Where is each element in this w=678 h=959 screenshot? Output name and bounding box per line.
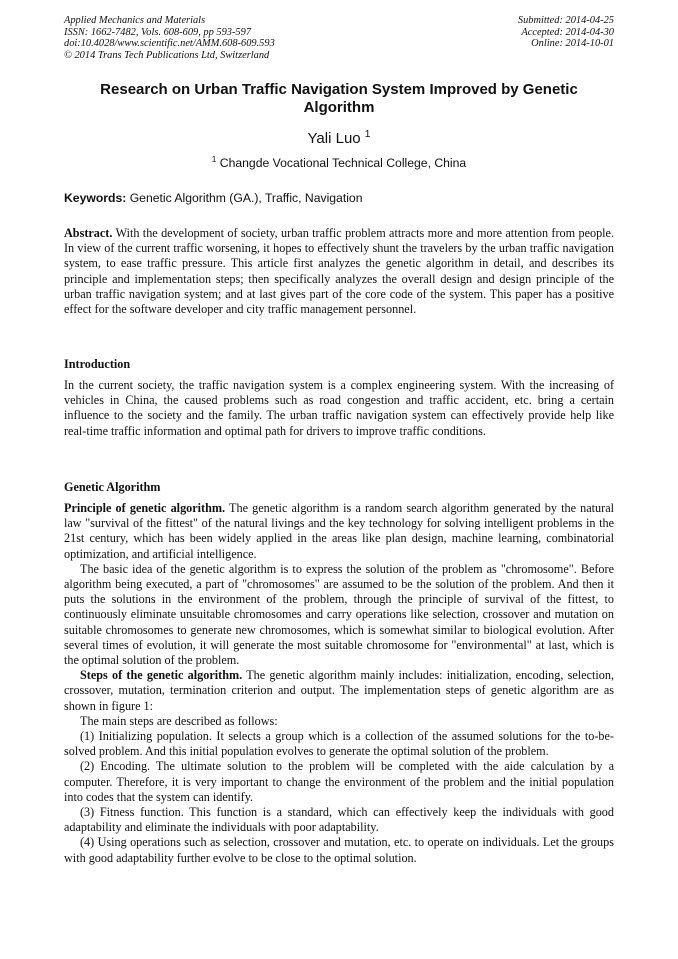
title-line-1: Research on Urban Traffic Navigation System Improved by Genetic <box>100 81 578 98</box>
journal-doi: doi:10.4028/www.scientific.net/AMM.608-609.593 <box>64 38 275 50</box>
steps-label: Steps of the genetic algorithm. <box>80 668 243 683</box>
introduction-heading: Introduction <box>64 357 131 371</box>
affiliation-text: Changde Vocational Technical College, China <box>219 156 467 170</box>
title-line-2: Algorithm <box>303 99 375 116</box>
submitted-date: Submitted: 2014-04-25 <box>517 15 614 26</box>
author <box>64 130 614 147</box>
principle-text: The genetic algorithm is a random search algorithm generated by the natural law "survival of the fittest" of the natural livings and the key technology for solving intelligent problems in the 21st century, which has been widely applied in the areas like plan design, machine learning, combinatorial optimization, and artificial intelligence. <box>64 501 614 561</box>
accepted-date: Accepted: 2014-04-30 <box>521 26 614 38</box>
genetic-algorithm-body <box>64 501 614 866</box>
affiliation-sup: 1 <box>211 154 217 165</box>
keywords-text: Genetic Algorithm (GA.), Traffic, Navigation <box>129 191 363 205</box>
affiliation <box>64 156 614 170</box>
step-3: (3) Fitness function. This function is a standard, which can effectively keep the individuals with good adaptability and eliminate the individuals with poor adaptability. <box>64 805 614 835</box>
online-date: Online: 2014-10-01 <box>531 38 614 50</box>
journal-copyright: © 2014 Trans Tech Publications Ltd, Switzerland <box>64 49 270 61</box>
journal-info <box>64 15 275 61</box>
journal-name: Applied Mechanics and Materials <box>64 15 206 26</box>
author-name: Yali Luo <box>307 130 361 147</box>
principle-label: Principle of genetic algorithm. <box>64 501 226 515</box>
step-1: (1) Initializing population. It selects a group which is a collection of the assumed solutions for the to-be-solved problem. And this initial population evolves to generate the optimal solution of the problem. <box>64 729 614 759</box>
journal-issn: ISSN: 1662-7482, Vols. 608-609, pp 593-597 <box>64 26 252 38</box>
basic-idea-paragraph: The basic idea of the genetic algorithm is to express the solution of the problem as "chromosome". Before algorithm being executed, a part of "chromosomes" are assumed to be the solution of the problem. And then it puts the solutions in the environment of the problem, through the principle of survival of the fittest, to continuously eliminate unsuitable chromosomes and carry operations like selection, crossover and mutation on suitable chromosomes to generate new chromosomes, which is somewhat similar to biological evolution. After several times of evolution, it will generate the most suitable chromosome for "environmental" at last, which is the optimal solution of the problem. <box>64 561 614 668</box>
steps-text: The genetic algorithm mainly includes: initialization, encoding, selection, crossover, mutation, termination criterion and output. The implementation steps of genetic algorithm are as shown in figure 1: <box>64 668 615 713</box>
dates-info <box>518 15 614 50</box>
keywords-label: Keywords: <box>64 191 127 205</box>
introduction-text: In the current society, the traffic navigation system is a complex engineering system. With the increasing of vehicles in China, the caused problems such as road congestion and traffic accident, etc. bring a certain influence to the society and the family. The urban traffic navigation system can effectively provide help like real-time traffic information and optimal path for drivers to improve traffic conditions. <box>64 378 614 438</box>
abstract <box>64 226 614 317</box>
abstract-label: Abstract. <box>64 226 113 240</box>
genetic-algorithm-heading: Genetic Algorithm <box>64 480 161 494</box>
step-2: (2) Encoding. The ultimate solution to the problem will be completed with the aide calculation by a computer. Therefore, it is very important to change the environment of the problem and the initial population into codes that the system can identify. <box>64 759 614 804</box>
author-sup: 1 <box>364 128 371 140</box>
keywords <box>64 191 614 205</box>
step-4: (4) Using operations such as selection, crossover and mutation, etc. to operate on individuals. Let the groups with good adaptability further evolve to be close to the optimal solution. <box>64 835 614 865</box>
abstract-text: With the development of society, urban traffic problem attracts more and more attention from people. In view of the current traffic worsening, it hopes to effectively shunt the travelers by the urban traffic navigation system, to ease traffic pressure. This article first analyzes the genetic algorithm in detail, and describes its principle and implementation steps; then specifically analyzes the overall design and design principle of the urban traffic navigation system; and at last gives part of the core code of the system. This paper has a positive effect for the software developer and city traffic management personnel. <box>64 226 615 317</box>
main-steps-intro: The main steps are described as follows: <box>80 713 278 728</box>
paper-title <box>64 81 614 117</box>
introduction-body <box>64 378 614 439</box>
